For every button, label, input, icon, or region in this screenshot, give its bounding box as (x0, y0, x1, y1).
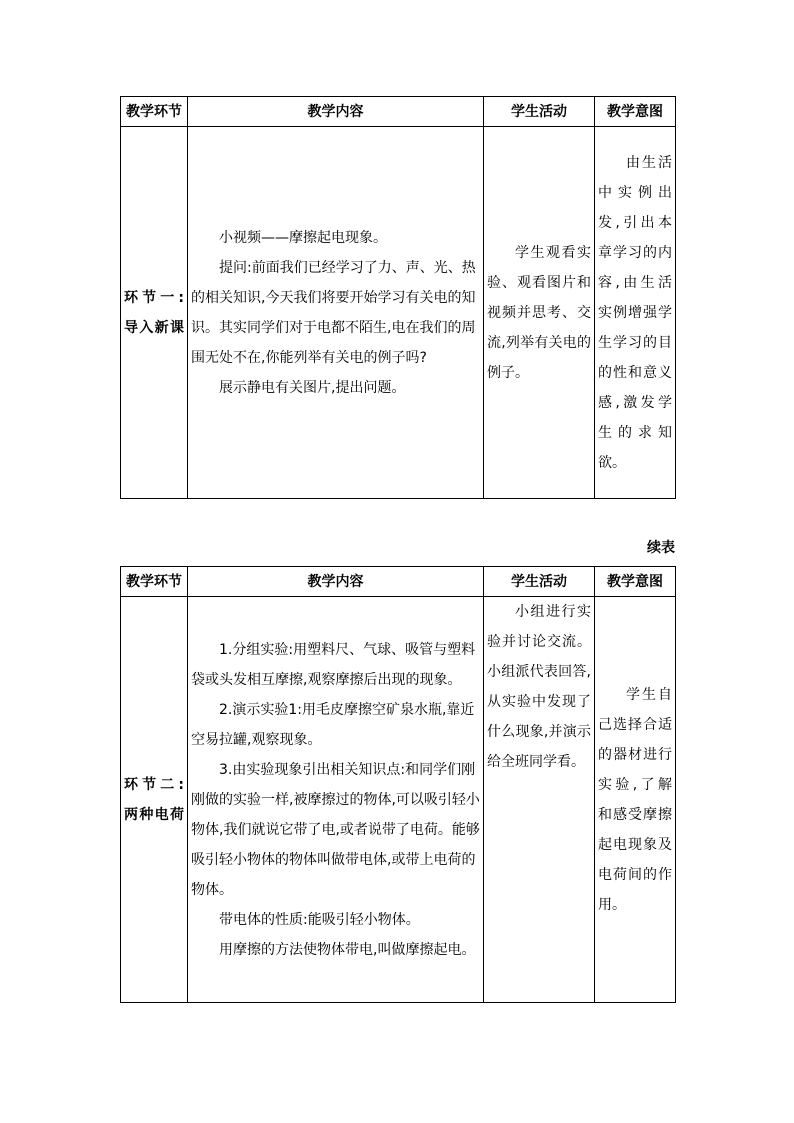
continued-label: 续表 (647, 540, 675, 556)
content-paragraph: 用摩擦的方法使物体带电,叫做摩擦起电。 (219, 941, 476, 958)
content-paragraph: 2.演示实验1:用毛皮摩擦空矿泉水瓶,靠近空易拉罐,观察现象。 (191, 701, 475, 748)
content-paragraph: 展示静电有关图片,提出问题。 (219, 379, 406, 396)
header-content: 教学内容 (188, 567, 484, 597)
header-content: 教学内容 (188, 97, 484, 127)
activity-cell (484, 597, 595, 1003)
table-header-row (121, 567, 676, 597)
stage-cell: 环节一:导入新课 (121, 127, 188, 499)
stage-cell: 环节二:两种电荷 (121, 597, 188, 1003)
activity-cell (484, 127, 595, 499)
intent-cell (595, 597, 676, 1003)
lesson-table-2 (120, 566, 676, 1003)
header-stage: 教学环节 (121, 567, 188, 597)
header-intent: 教学意图 (595, 97, 676, 127)
header-stage: 教学环节 (121, 97, 188, 127)
intent-text: 由生活中实例出发,引出本章学习的内容,由生活实例增强学生学习的目的性和意义感,激发学生的求知欲。 (598, 154, 672, 471)
content-cell (188, 127, 484, 499)
table-row (121, 127, 676, 499)
intent-text: 学生自己选择合适的器材进行实验,了解和感受摩擦起电现象及电荷间的作用。 (598, 686, 672, 913)
table-header-row (121, 97, 676, 127)
header-intent: 教学意图 (595, 567, 676, 597)
content-paragraph: 1.分组实验:用塑料尺、气球、吸管与塑料袋或头发相互摩擦,观察摩擦后出现的现象。 (191, 641, 476, 688)
content-paragraph: 小视频——摩擦起电现象。 (219, 229, 387, 246)
content-paragraph: 提问:前面我们已经学习了力、声、光、热的相关知识,今天我们将要开始学习有关电的知识。其实同学们对于电都不陌生,电在我们的周围无处不在,你能列举有关电的例子吗? (191, 259, 476, 366)
content-paragraph: 带电体的性质:能吸引轻小物体。 (219, 911, 420, 928)
table-row (121, 597, 676, 1003)
activity-text: 小组进行实验并讨论交流。小组派代表回答,从实验中发现了什么现象,并演示给全班同学看。 (487, 604, 591, 770)
intent-cell (595, 127, 676, 499)
content-paragraph: 3.由实验现象引出相关知识点:和同学们刚刚做的实验一样,被摩擦过的物体,可以吸引轻小物体,我们就说它带了电,或者说带了电荷。能够吸引轻小物体的物体叫做带电体,或带上电荷的物体。 (191, 761, 480, 898)
header-activity: 学生活动 (484, 97, 595, 127)
activity-text: 学生观看实验、观看图片和视频并思考、交流,列举有关电的例子。 (487, 244, 591, 381)
header-activity: 学生活动 (484, 567, 595, 597)
content-cell (188, 597, 484, 1003)
lesson-table-1 (120, 96, 676, 499)
